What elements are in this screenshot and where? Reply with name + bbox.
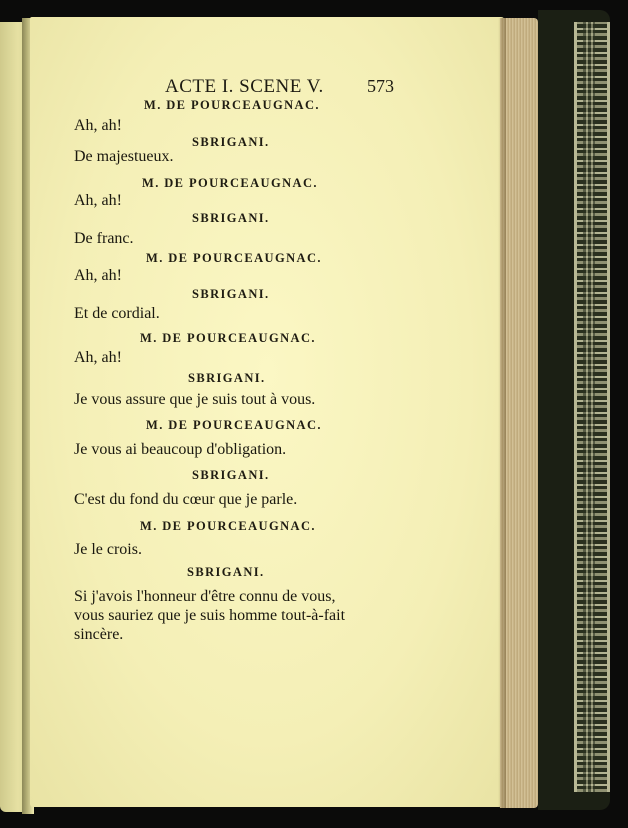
speech-line: Ah, ah! — [74, 117, 122, 134]
speech-line: Ah, ah! — [74, 192, 122, 209]
speaker-label: SBRIGANI. — [187, 565, 265, 579]
speech-line: Ah, ah! — [74, 349, 122, 366]
speaker-label: SBRIGANI. — [192, 135, 270, 149]
speech-line: C'est du fond du cœur que je parle. — [74, 491, 298, 508]
speaker-label: M. DE POURCEAUGNAC. — [146, 418, 322, 432]
speaker-label: M. DE POURCEAUGNAC. — [140, 519, 316, 533]
speaker-label: SBRIGANI. — [192, 211, 270, 225]
speaker-label: M. DE POURCEAUGNAC. — [146, 251, 322, 265]
page-edge-shadow — [498, 18, 506, 808]
speech-line: vous sauriez que je suis homme tout-à-fait — [74, 607, 346, 624]
page-number: 573 — [367, 76, 394, 96]
speaker-label: SBRIGANI. — [192, 287, 270, 301]
greek-key-border-inner — [583, 22, 595, 792]
speech-line: Et de cordial. — [74, 305, 160, 322]
speaker-label: SBRIGANI. — [192, 468, 270, 482]
speech-line: Je vous ai beaucoup d'obligation. — [74, 441, 287, 458]
speech-line: Je le crois. — [74, 541, 142, 558]
speaker-label: SBRIGANI. — [188, 371, 266, 385]
speech-line: De majestueux. — [74, 148, 174, 165]
speaker-label: M. DE POURCEAUGNAC. — [142, 176, 318, 190]
speech-line: sincère. — [74, 626, 124, 643]
speech-line: Je vous assure que je suis tout à vous. — [74, 391, 316, 408]
speaker-label: M. DE POURCEAUGNAC. — [140, 331, 316, 345]
speaker-label: M. DE POURCEAUGNAC. — [144, 98, 320, 112]
speech-line: Si j'avois l'honneur d'être connu de vous, — [74, 588, 336, 605]
speech-line: De franc. — [74, 230, 134, 247]
speech-line: Ah, ah! — [74, 267, 122, 284]
running-head: ACTE I. SCENE V. — [165, 76, 324, 97]
